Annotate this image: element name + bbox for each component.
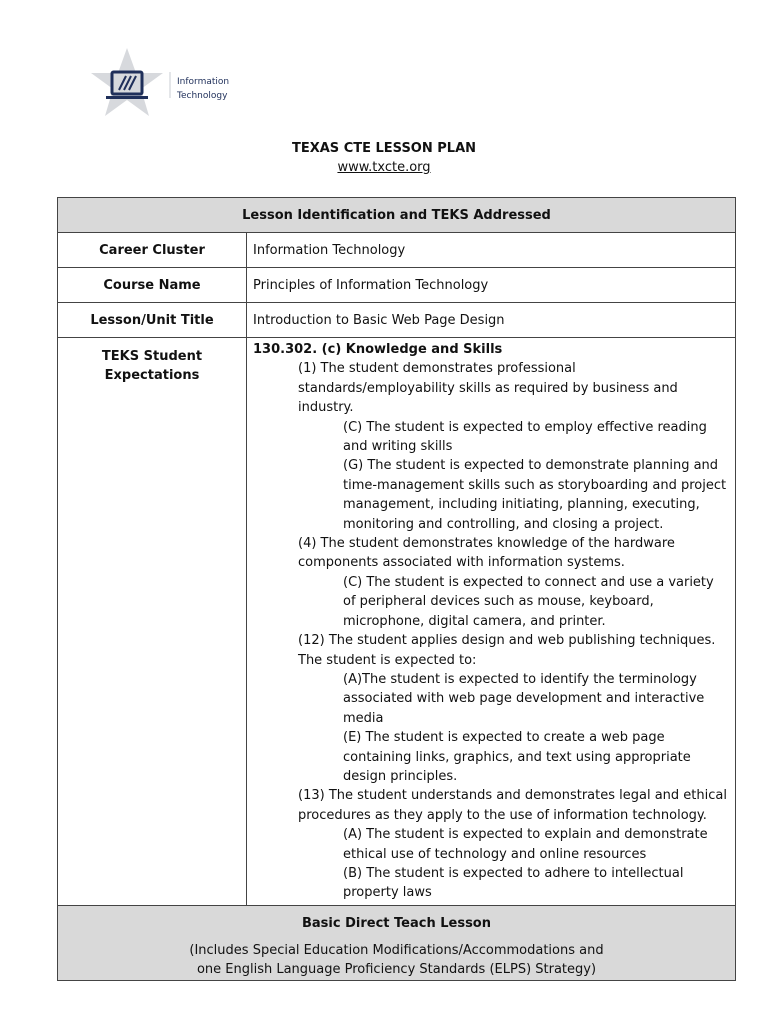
document-title: TEXAS CTE LESSON PLAN bbox=[291, 141, 477, 156]
course-name-label: Course Name bbox=[58, 268, 247, 303]
teks-item: (12) The student applies design and web publishing techniques. The student is expected to: bbox=[298, 633, 716, 668]
teks-item: (E) The student is expected to create a web page containing links, graphics, and text using appropriate design principles. bbox=[343, 730, 691, 784]
career-cluster-value: Information Technology bbox=[247, 233, 736, 268]
lesson-plan-table bbox=[57, 197, 736, 981]
teks-content bbox=[247, 338, 736, 906]
teks-item: (C) The student is expected to employ effective reading and writing skills bbox=[343, 419, 707, 455]
lesson-title-label: Lesson/Unit Title bbox=[58, 303, 247, 338]
career-cluster-label: Career Cluster bbox=[58, 233, 247, 268]
teks-item: (1) The student demonstrates professional standards/employability skills as required by business and industry. bbox=[298, 361, 678, 416]
course-name-value: Principles of Information Technology bbox=[247, 268, 736, 303]
laptop-base bbox=[106, 96, 148, 99]
lesson-title-value: Introduction to Basic Web Page Design bbox=[247, 303, 736, 338]
table-row bbox=[58, 338, 736, 906]
logo-line-2: Technology bbox=[177, 91, 228, 101]
teks-label bbox=[58, 338, 247, 906]
teks-item: (B) The student is expected to adhere to intellectual property laws bbox=[343, 865, 684, 901]
direct-teach-title: Basic Direct Teach Lesson bbox=[301, 915, 491, 931]
table-row bbox=[58, 268, 736, 303]
teks-item: (13) The student understands and demonstrates legal and ethical procedures as they apply to the use of information technology. bbox=[298, 788, 727, 823]
table-row bbox=[58, 303, 736, 338]
direct-teach-subtitle-line-2: one English Language Proficiency Standards (ELPS) Strategy) bbox=[196, 961, 597, 977]
direct-teach-heading bbox=[58, 905, 736, 980]
teks-item: (4) The student demonstrates knowledge of the hardware components associated with information systems. bbox=[298, 536, 675, 571]
teks-item: (A) The student is expected to explain and demonstrate ethical use of technology and online resources bbox=[343, 827, 708, 862]
table-row bbox=[58, 233, 736, 268]
teks-item: (A)The student is expected to identify the terminology associated with web page development and interactive media bbox=[343, 671, 705, 726]
teks-item: (C) The student is expected to connect and use a variety of peripheral devices such as mouse, keyboard, microphone, digital camera, and printer. bbox=[343, 574, 714, 629]
section-heading: Lesson Identification and TEKS Addressed bbox=[58, 198, 736, 233]
teks-item: (G) The student is expected to demonstrate planning and time-management skills such as storyboarding and project management, including initiating, planning, executing, monitoring and controlling, and closing a project. bbox=[343, 458, 727, 532]
teks-heading: 130.302. (c) Knowledge and Skills bbox=[253, 342, 503, 357]
logo-line-1: Information bbox=[177, 77, 230, 87]
logo-text bbox=[177, 75, 229, 103]
document-header bbox=[0, 140, 768, 178]
teks-label-line-2: Expectations bbox=[104, 368, 200, 383]
website-link[interactable]: www.txcte.org bbox=[337, 160, 431, 175]
teks-label-line-1: TEKS Student bbox=[101, 349, 203, 364]
direct-teach-subtitle-line-1: (Includes Special Education Modifications/Accommodations and bbox=[189, 942, 604, 958]
